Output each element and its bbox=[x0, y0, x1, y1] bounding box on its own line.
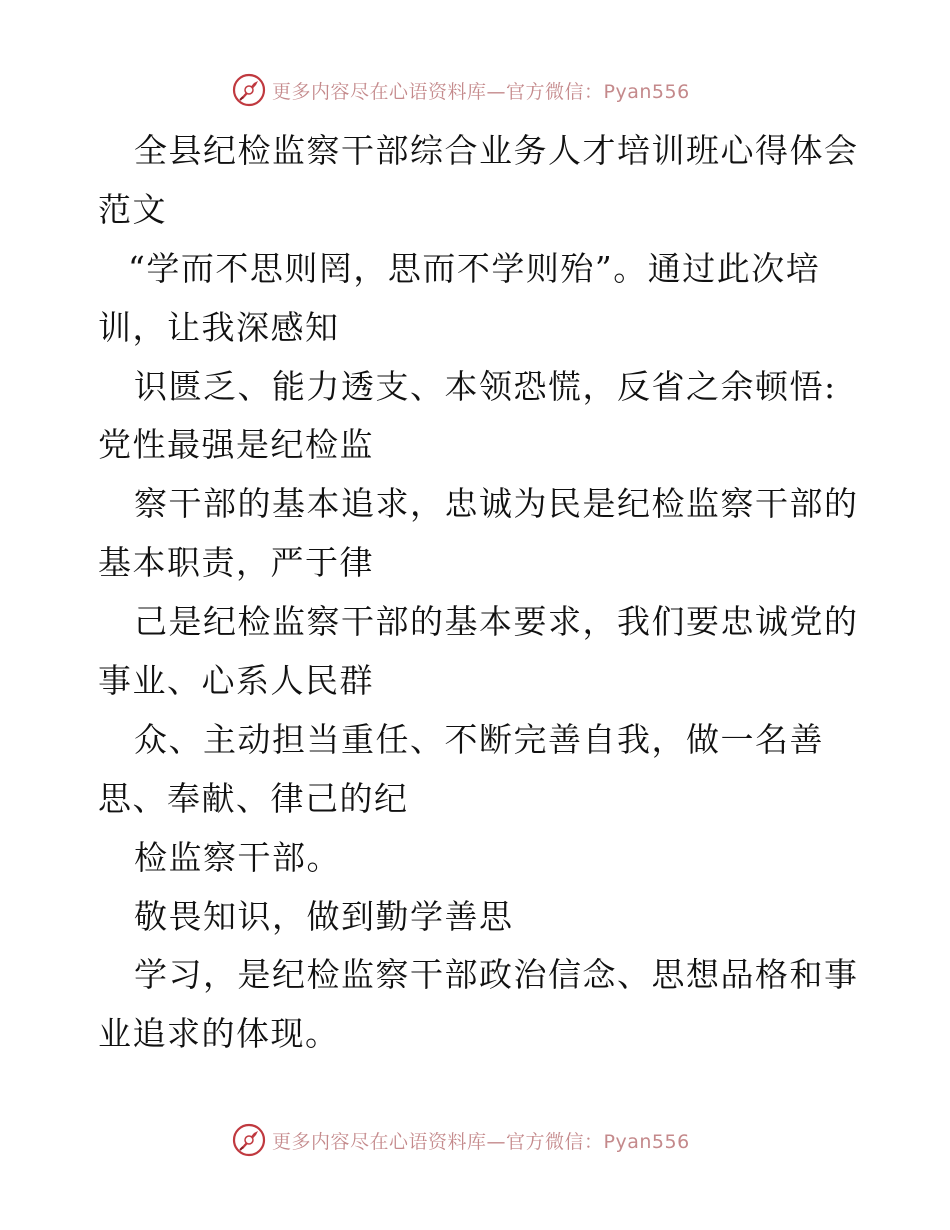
text-line: 训，让我深感知 bbox=[98, 307, 340, 347]
text-line: 识匮乏、能力透支、本领恐慌，反省之余顿悟: bbox=[134, 366, 837, 406]
text-line: 全县纪检监察干部综合业务人才培训班心得体会 bbox=[134, 131, 859, 170]
text-line: 己是纪检监察干部的基本要求，我们要忠诚党的 bbox=[134, 602, 859, 642]
footer-watermark-text: 更多内容尽在心语资料库—官方微信：Pyan556 bbox=[272, 1130, 690, 1153]
text-line: 众、主动担当重任、不断完善自我，做一名善 bbox=[134, 719, 824, 759]
header-watermark-text: 更多内容尽在心语资料库—官方微信：Pyan556 bbox=[272, 80, 690, 103]
header-watermark bbox=[232, 72, 690, 108]
text-line: 党性最强是纪检监 bbox=[98, 425, 374, 465]
section-heading: 敬畏知识，做到勤学善思 bbox=[134, 896, 514, 936]
text-line: 检监察干部。 bbox=[134, 837, 341, 877]
text-line: 思、奉献、律己的纪 bbox=[98, 778, 409, 818]
text-line: 范文 bbox=[98, 189, 167, 229]
text-line: 业追求的体现。 bbox=[98, 1014, 340, 1054]
text-line: 事业、心系人民群 bbox=[98, 661, 374, 701]
quill-pen-logo-icon bbox=[232, 1123, 266, 1157]
text-line: 学习，是纪检监察干部政治信念、思想品格和事 bbox=[134, 955, 859, 995]
text-line: 基本职责，严于律 bbox=[98, 543, 374, 583]
quill-pen-logo-icon bbox=[232, 73, 266, 107]
footer-watermark bbox=[232, 1122, 690, 1158]
document-body bbox=[98, 122, 878, 1064]
text-line: “学而不思则罔，思而不学则殆”。通过此次培 bbox=[128, 248, 821, 288]
text-line: 察干部的基本追求，忠诚为民是纪检监察干部的 bbox=[134, 484, 859, 524]
